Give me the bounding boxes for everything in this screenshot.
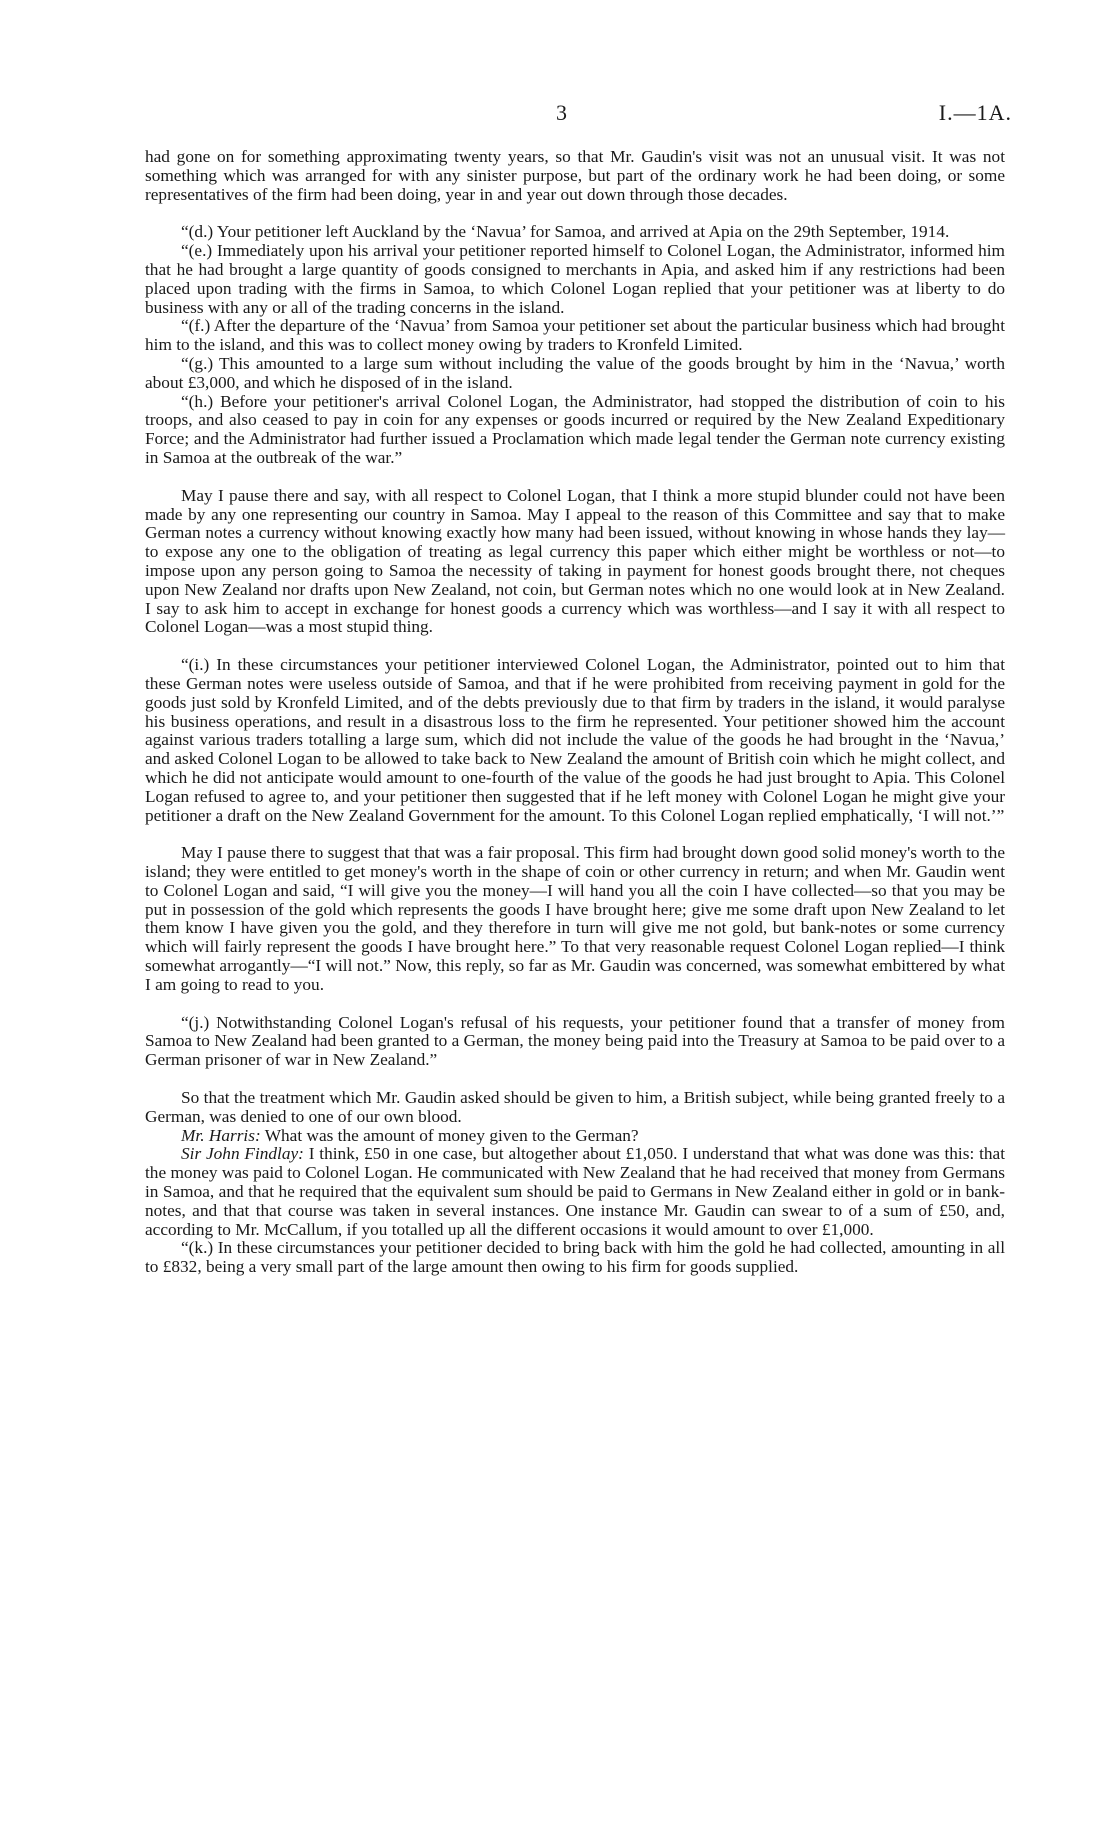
- paragraph: May I pause there to suggest that that was a fair proposal. This firm had brought down good solid money's worth to the island; they were entitled to get money's worth in the shape of coin or other currency in return; and when Mr. Gaudin went to Colonel Logan and said, “I will give you the money—I will hand you all the coin I have collected—so that you may be put in possession of the gold which represents the goods I have brought here; give me some draft upon New Zealand to let them know I have given you the gold, and they therefore in turn will give me not gold, but bank-notes or some currency which will fairly represent the goods I have brought here.” To that very reasonable request Colonel Logan replied—I think somewhat arrogantly—“I will not.” Now, this reply, so far as Mr. Gaudin was concerned, was somewhat embittered by what I am going to read to you.: [145, 843, 1005, 994]
- paragraph: “(e.) Immediately upon his arrival your petitioner reported himself to Colonel Logan, the Administrator, informed him that he had brought a large quantity of goods consigned to merchants in Apia, and asked him if any restrictions had been placed upon trading with the firms in Samoa, to which Colonel Logan replied that your petitioner was at liberty to do business with any or all of the trading concerns in the island.: [145, 241, 1005, 317]
- paragraph: May I pause there and say, with all respect to Colonel Logan, that I think a more stupid blunder could not have been made by any one representing our country in Samoa. May I appeal to the reason of this Committee and say that to make German notes a currency without knowing exactly how many had been issued, without knowing in whose hands they lay—to expose any one to the obligation of treating as legal currency this paper which either might be worthless or not—to impose upon any person going to Samoa the necessity of taking in payment for honest goods brought there, not cheques upon New Zealand nor drafts upon New Zealand, not coin, but German notes which no one would look at in New Zealand. I say to ask him to accept in exchange for honest goods a currency which was worthless—and I say it with all respect to Colonel Logan—was a most stupid thing.: [145, 485, 1005, 637]
- document-reference: I.—1A.: [938, 100, 1012, 125]
- paragraph: “(k.) In these circumstances your petitioner decided to bring back with him the gold he had collected, amounting in all to £832, being a very small part of the large amount then owing to his firm for goods supplied.: [145, 1238, 1005, 1277]
- dialogue-paragraph: [145, 1145, 1005, 1239]
- speaker-name: Mr. Harris:: [181, 1125, 261, 1145]
- paragraph: “(h.) Before your petitioner's arrival Colonel Logan, the Administrator, had stopped the distribution of coin to his troops, and also ceased to pay in coin for any expenses or goods incurred or required by the New Zealand Expeditionary Force; and the Administrator had further issued a Proclamation which made legal tender the German note currency existing in Samoa at the outbreak of the war.”: [145, 391, 1005, 467]
- paragraph: “(g.) This amounted to a large sum without including the value of the goods brought by him in the ‘Navua,’ worth about £3,000, and which he disposed of in the island.: [145, 353, 1005, 392]
- document-body: [145, 148, 1005, 1277]
- paragraph: So that the treatment which Mr. Gaudin asked should be given to him, a British subject, while being granted freely to a German, was denied to one of our own blood.: [145, 1088, 1005, 1126]
- paragraph: “(j.) Notwithstanding Colonel Logan's refusal of his requests, your petitioner found that a transfer of money from Samoa to New Zealand had been granted to a German, the money being paid into the Treasury at Samoa to be paid over to a German prisoner of war in New Zealand.”: [145, 1012, 1005, 1070]
- page-header: [0, 100, 1114, 130]
- paragraph: “(f.) After the departure of the ‘Navua’ from Samoa your petitioner set about the particular business which had brought him to the island, and this was to collect money owing by traders to Kronfeld Limited.: [145, 316, 1005, 355]
- paragraph: had gone on for something approximating twenty years, so that Mr. Gaudin's visit was not an unusual visit. It was not something which was arranged for with any sinister purpose, but part of the ordinary work he had been doing, or some representatives of the firm had been doing, year in and year out down through those decades.: [145, 147, 1005, 204]
- dialogue-paragraph: [145, 1127, 1005, 1146]
- paragraph: “(d.) Your petitioner left Auckland by the ‘Navua’ for Samoa, and arrived at Apia on the 29th September, 1914.: [181, 222, 950, 242]
- speaker-name: Sir John Findlay:: [181, 1144, 304, 1164]
- dialogue-text: What was the amount of money given to the German?: [264, 1125, 639, 1145]
- dialogue-text: I think, £50 in one case, but altogether about £1,050. I understand that what was done was this: that the money was paid to Colonel Logan. He communicated with New Zealand that he had received that money from Germans in Samoa, and that he required that the equivalent sum should be paid to Germans in New Zealand either in gold or in bank-notes, and that that course was taken in several instances. One instance Mr. Gaudin can swear to of a sum of £50, and, according to Mr. McCallum, if you totalled up all the different occasions it would amount to over £1,000.: [145, 1144, 1005, 1239]
- page-number: 3: [556, 100, 567, 125]
- paragraph: “(i.) In these circumstances your petitioner interviewed Colonel Logan, the Administrator, pointed out to him that these German notes were useless outside of Samoa, and that if he were prohibited from receiving payment in gold for the goods just sold by Kronfeld Limited, and of the debts previously due to that firm by traders in the island, it would paralyse his business operations, and result in a disastrous loss to the firm he represented. Your petitioner showed him the account against various traders totalling a large sum, which did not include the value of the goods he had brought in the ‘Navua,’ and asked Colonel Logan to be allowed to take back to New Zealand the amount of British coin which he might collect, and which he did not anticipate would amount to one-fourth of the value of the goods he had just brought to Apia. This Colonel Logan refused to agree to, and your petitioner then suggested that if he left money with Colonel Logan he might give your petitioner a draft on the New Zealand Government for the amount. To this Colonel Logan replied emphatically, ‘I will not.’”: [145, 655, 1005, 825]
